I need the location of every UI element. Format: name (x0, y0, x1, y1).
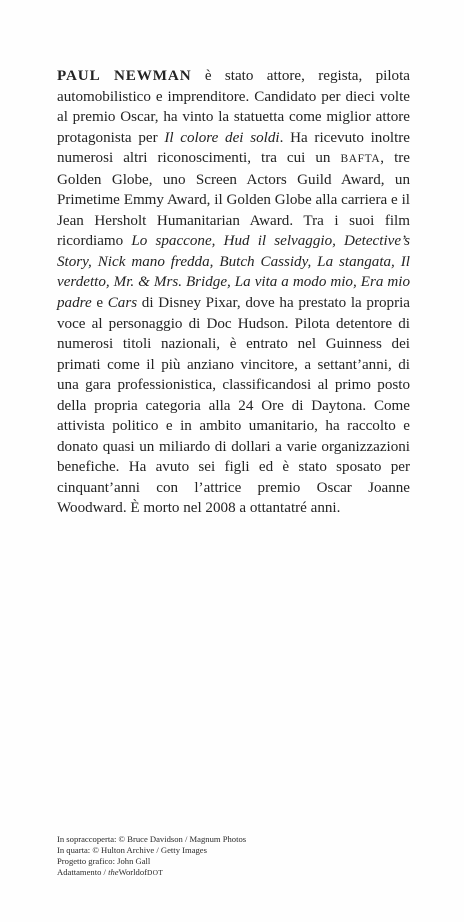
credit-studio-worldof: Worldof (118, 866, 148, 877)
bio-text-2: . Ha ricevuto inoltre numerosi altri riconoscimenti, tra cui un (57, 129, 411, 167)
film-titles-list: Lo spaccone, Hud il selvaggio, Detective’s Story, Nick mano fredda, Butch Cassidy, La stangata, Il verdetto, Mr. & Mrs. Bridge, La vita a modo mio, Era mio padre (57, 233, 410, 312)
credit-back-photo: In quarta: © Hulton Archive / Getty Images (57, 844, 207, 855)
credit-graphic-design: Progetto grafico: John Gall (57, 855, 151, 866)
bio-text-5: di Disney Pixar, dove ha prestato la propria voce al personaggio di Doc Hudson. Pilota detentore di numerosi titoli nazionali, è entrato nel Guinness dei primati come il più anziano vincitore, a settant’anni, di una gara professionistica, classificandosi al primo posto della propria categoria alla 24 Ore di Daytona. Come attivista politico e in ambito umanitario, ha raccolto e donato quasi un miliardo di dollari a varie organizzazioni benefiche. Ha avuto sei figli ed è stato sposato per cinquant’anni con l’attrice premio Oscar Joanne Woodward. È morto nel 2008 a ottantatré anni. (57, 295, 410, 517)
bio-text-1: è stato attore, regista, pilota automobilistico e imprenditore. Candidato per dieci volte al premio Oscar, ha vinto la statuetta come miglior attore protagonista per (57, 68, 410, 146)
credit-adaptation (57, 867, 387, 879)
credit-studio-dot: DOT (147, 867, 164, 877)
film-title-colore-dei-soldi: Il colore dei soldi (164, 129, 280, 146)
bio-text-3: , tre Golden Globe, uno Screen Actors Guild Award, un Primetime Emmy Award, il Golden Globe alla carriera e il Jean Hersholt Humanitarian Award. Tra i suoi film ricordiamo (57, 150, 410, 250)
author-name: PAUL NEWMAN (57, 68, 192, 84)
author-biography (57, 66, 410, 519)
credit-studio-the: the (108, 866, 119, 877)
credit-cover-photo: In sopraccoperta: © Bruce Davidson / Magnum Photos (57, 834, 247, 844)
bafta-abbreviation: BAFTA (340, 153, 381, 166)
credit-adaptation-label: Adattamento / (57, 866, 109, 877)
film-title-cars: Cars (107, 295, 138, 312)
bio-text-4: e (91, 295, 108, 312)
image-credits (57, 834, 387, 879)
